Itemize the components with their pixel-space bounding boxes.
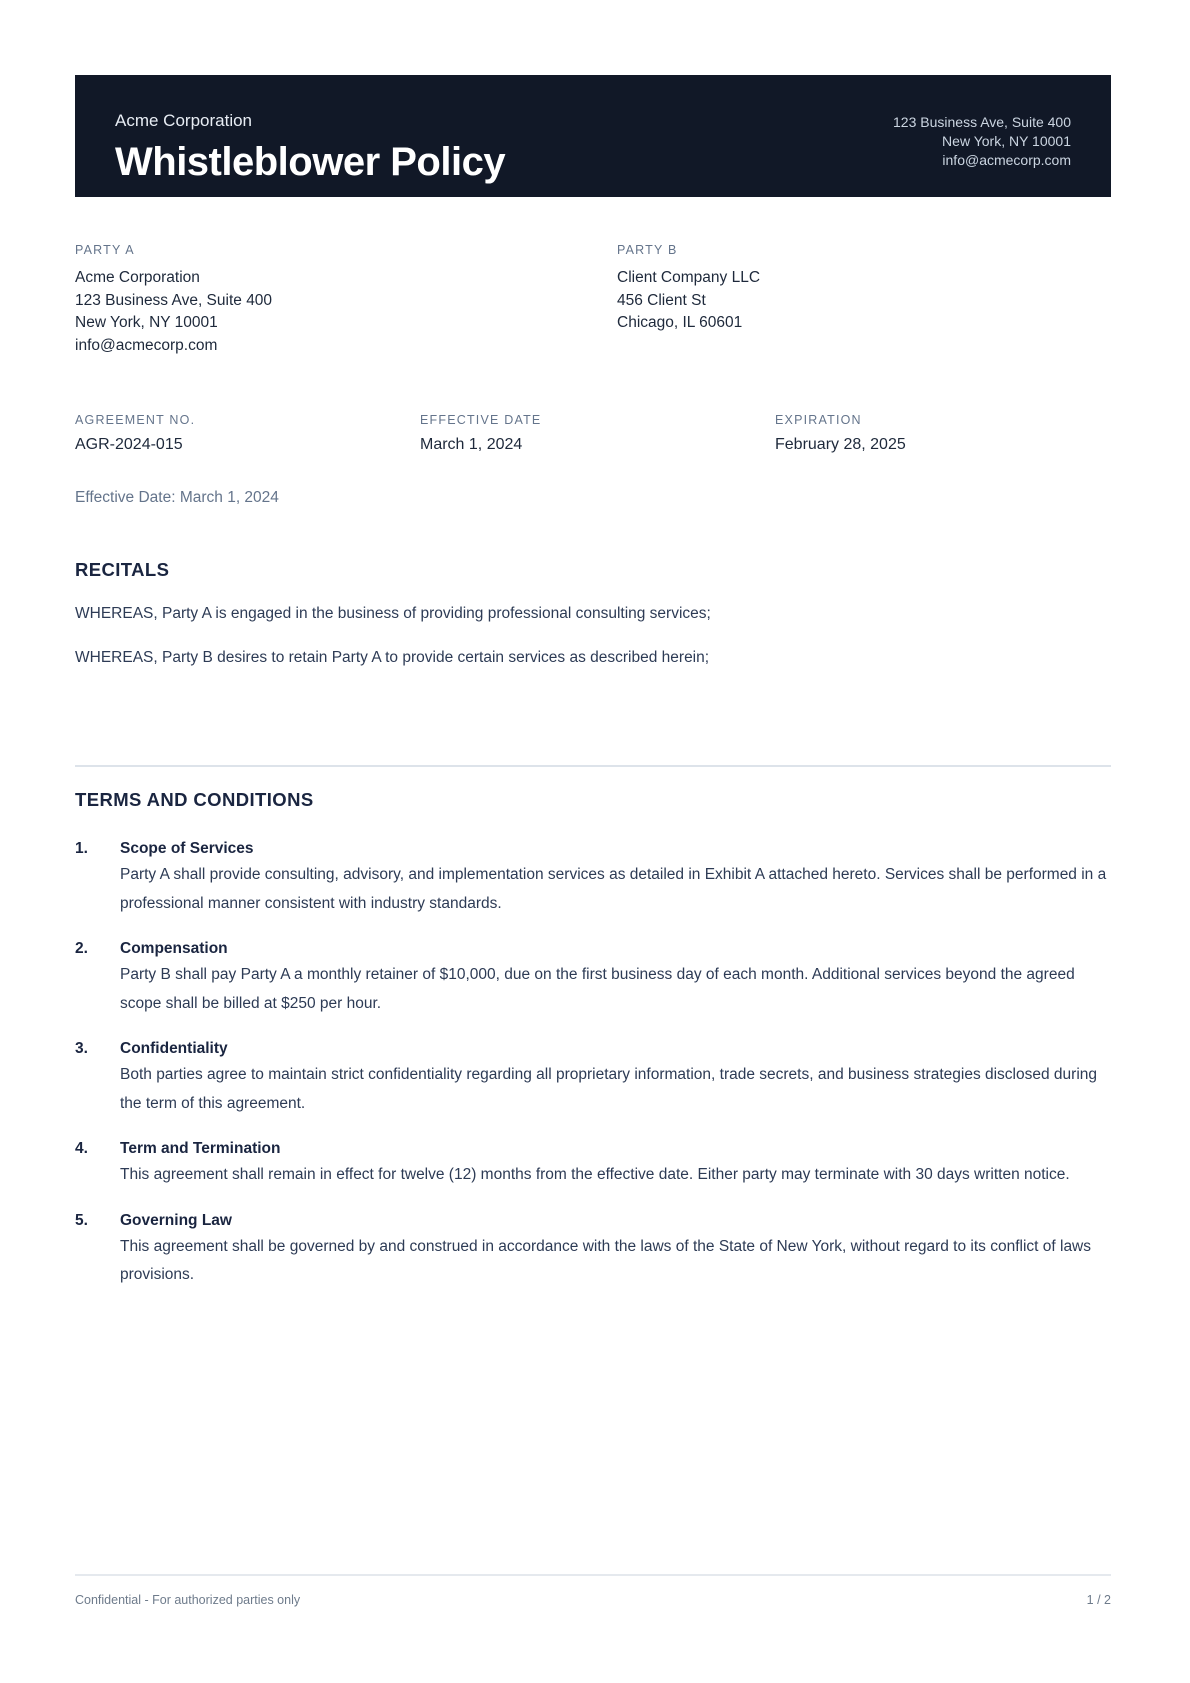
party-a-email: info@acmecorp.com	[75, 336, 218, 354]
party-b-name: Client Company LLC	[617, 269, 761, 286]
term-body: This agreement shall remain in effect for twelve (12) months from the effective date. Either party may terminate with 30 days written notice.	[120, 1166, 1070, 1183]
header-address-line: New York, NY 10001	[942, 133, 1071, 149]
term-title: Governing Law	[120, 1211, 232, 1229]
term-title: Confidentiality	[120, 1040, 228, 1057]
page-footer	[75, 1574, 1111, 1609]
party-b-block	[617, 243, 1111, 357]
document-title: Whistleblower Policy	[115, 140, 506, 184]
term-number: 3.	[75, 1040, 88, 1057]
party-a-label: PARTY A	[75, 243, 135, 257]
term-content	[120, 1209, 1111, 1290]
party-a-name: Acme Corporation	[75, 269, 200, 286]
party-b-label: PARTY B	[617, 243, 678, 257]
effective-date-line: Effective Date: March 1, 2024	[75, 489, 279, 506]
party-a-details	[75, 267, 617, 357]
recitals-heading: RECITALS	[75, 559, 170, 580]
parties-section	[75, 243, 1111, 357]
term-title: Term and Termination	[120, 1140, 281, 1157]
party-b-address: 456 Client St	[617, 291, 706, 309]
party-a-block	[75, 243, 617, 357]
effective-date-label: EFFECTIVE DATE	[420, 413, 542, 427]
agreement-meta-section	[75, 413, 1111, 455]
header-left	[115, 111, 505, 184]
effective-date-value: March 1, 2024	[420, 436, 523, 453]
company-name: Acme Corporation	[115, 111, 253, 130]
expiration-label: EXPIRATION	[775, 413, 862, 427]
party-a-city: New York, NY 10001	[75, 314, 218, 331]
agreement-number-block	[75, 413, 420, 455]
term-number: 4.	[75, 1140, 88, 1157]
term-content	[120, 1037, 1111, 1118]
effective-date-block	[420, 413, 775, 455]
term-title: Scope of Services	[120, 840, 254, 857]
header-address-line: 123 Business Ave, Suite 400	[893, 114, 1071, 130]
term-content	[120, 937, 1111, 1018]
term-item-governing-law	[75, 1209, 1111, 1290]
header-banner	[75, 75, 1111, 197]
term-item-compensation	[75, 937, 1111, 1018]
recital-paragraph: WHEREAS, Party B desires to retain Party A to provide certain services as described herein;	[75, 649, 710, 666]
term-content	[120, 1137, 1111, 1190]
term-number: 1.	[75, 840, 88, 857]
agreement-number-label: AGREEMENT NO.	[75, 413, 196, 427]
term-body: Both parties agree to maintain strict confidentiality regarding all proprietary information, trade secrets, and business strategies disclosed during the term of this agreement.	[120, 1066, 1098, 1112]
recital-paragraph: WHEREAS, Party A is engaged in the business of providing professional consulting services;	[75, 605, 711, 622]
term-title: Compensation	[120, 940, 228, 957]
term-content	[120, 837, 1111, 918]
expiration-block	[775, 413, 1111, 455]
terms-list	[75, 837, 1111, 1290]
terms-heading: TERMS AND CONDITIONS	[75, 789, 314, 810]
term-item-confidentiality	[75, 1037, 1111, 1118]
section-divider	[75, 765, 1111, 767]
party-b-city: Chicago, IL 60601	[617, 314, 743, 331]
term-body: Party B shall pay Party A a monthly retainer of $10,000, due on the first business day of each month. Additional services beyond the agreed scope shall be billed at $250 per hour.	[120, 966, 1075, 1012]
header-address	[893, 111, 1071, 170]
expiration-value: February 28, 2025	[775, 436, 906, 453]
term-item-scope	[75, 837, 1111, 918]
term-item-termination	[75, 1137, 1111, 1190]
agreement-number-value: AGR-2024-015	[75, 436, 183, 453]
party-a-address: 123 Business Ave, Suite 400	[75, 291, 273, 309]
header-address-line: info@acmecorp.com	[942, 152, 1071, 168]
page-number: 1 / 2	[1086, 1593, 1111, 1607]
term-body: Party A shall provide consulting, advisory, and implementation services as detailed in Exhibit A attached hereto. Services shall be performed in a professional manner consistent with industry standards.	[120, 866, 1107, 912]
term-body: This agreement shall be governed by and construed in accordance with the laws of the State of New York, without regard to its conflict of laws provisions.	[120, 1237, 1092, 1283]
term-number: 5.	[75, 1211, 88, 1229]
term-number: 2.	[75, 940, 88, 957]
confidentiality-notice: Confidential - For authorized parties only	[75, 1593, 301, 1607]
party-b-details	[617, 267, 1111, 335]
